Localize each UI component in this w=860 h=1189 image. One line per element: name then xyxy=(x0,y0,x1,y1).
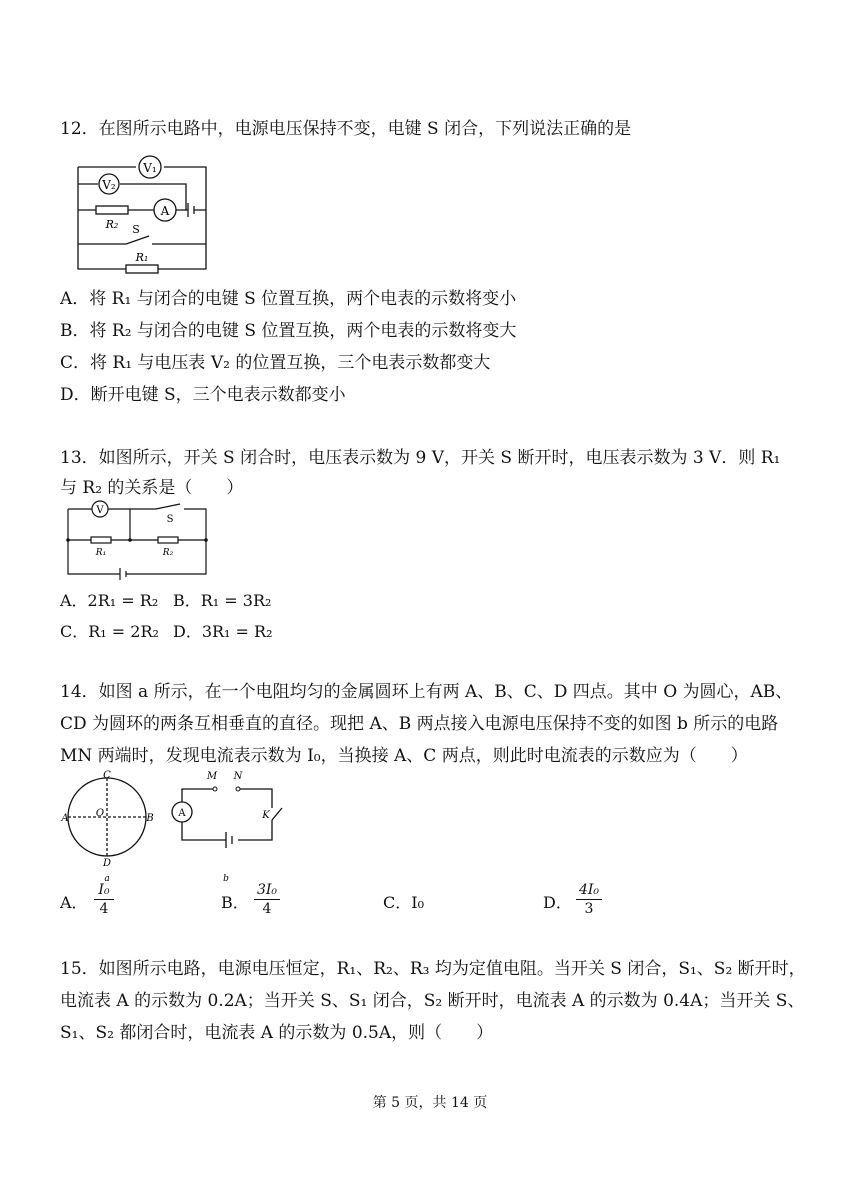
q12-r1-label: R₁ xyxy=(135,251,149,264)
q14-fig-a-caption: a xyxy=(104,874,110,884)
q14-option-d-fraction xyxy=(576,882,602,917)
q14-stem-line1: 14．如图 a 所示，在一个电阻均匀的金属圆环上有两 A、B、C、D 四点。其中 O 为圆心，AB、 xyxy=(60,682,793,702)
q14-option-a-fraction xyxy=(94,882,114,917)
q13-stem-line1: 13．如图所示，开关 S 闭合时，电压表示数为 9 V，开关 S 断开时，电压表示数为 3 V．则 R₁ xyxy=(60,448,781,468)
q13-circuit-diagram xyxy=(66,502,208,578)
q14-point-d-label: D xyxy=(102,858,112,869)
q13-option-a: A．2R₁ = R₂ xyxy=(60,591,159,610)
q13-option-b: B．R₁ = 3R₂ xyxy=(173,591,272,610)
q14-option-d-numerator: 4I₀ xyxy=(578,882,600,898)
q13-r1-label: R₁ xyxy=(95,548,107,558)
q14-option-b-denominator: 4 xyxy=(262,901,272,917)
q14-option-a-denominator: 4 xyxy=(99,901,109,917)
page-footer: 第 5 页，共 14 页 xyxy=(372,1095,488,1111)
q13-s-label: S xyxy=(166,514,174,525)
q14-figure-a-ring xyxy=(60,772,156,884)
q14-point-c-label: C xyxy=(103,770,111,781)
q14-figure-b-circuit xyxy=(160,770,290,884)
q15-line2: 电流表 A 的示数为 0.2A；当开关 S、S₁ 闭合，S₂ 断开时，电流表 A 的示数为 0.4A；当开关 S、 xyxy=(60,991,805,1011)
q12-stem: 12．在图所示电路中，电源电压保持不变，电键 S 闭合，下列说法正确的是 xyxy=(60,119,632,139)
q14-option-d-prefix: D． xyxy=(543,893,572,912)
q14-option-a-numerator: I₀ xyxy=(98,882,110,898)
q12-option-a: A．将 R₁ 与闭合的电键 S 位置互换，两个电表的示数将变小 xyxy=(60,289,517,309)
q12-r2-label: R₂ xyxy=(105,218,119,231)
q13-r2-label: R₂ xyxy=(162,548,174,558)
q15-line3: S₁、S₂ 都闭合时，电流表 A 的示数为 0.5A，则（ ） xyxy=(60,1023,494,1043)
q13-stem-line2: 与 R₂ 的关系是（ ） xyxy=(60,478,244,498)
q14-option-b-prefix: B． xyxy=(221,893,249,912)
q14-option-c: C．I₀ xyxy=(383,893,424,912)
q12-s-label: S xyxy=(132,223,140,236)
q14-m-label: M xyxy=(206,771,218,782)
q13-option-d: D．3R₁ = R₂ xyxy=(173,622,273,641)
q14-option-b-numerator: 3I₀ xyxy=(256,882,278,898)
q14-option-a-prefix: A． xyxy=(60,893,88,912)
q14-point-o-label: O xyxy=(95,808,105,819)
q14-n-label: N xyxy=(233,771,243,782)
q12-v2-label: V₂ xyxy=(102,178,116,192)
q14-point-a-label: A xyxy=(61,813,69,824)
q14-stem-line3: MN 两端时，发现电流表示数为 I₀，当换接 A、C 两点，则此时电流表的示数应为（ ） xyxy=(60,746,748,766)
q14-option-b-fraction xyxy=(254,882,280,917)
q14-point-b-label: B xyxy=(146,813,154,824)
q15-line1: 15．如图所示电路，电源电压恒定，R₁、R₂、R₃ 均为定值电阻。当开关 S 闭合，S₁、S₂ 断开时， xyxy=(60,959,806,979)
q14-ammeter-label: A xyxy=(178,808,186,819)
q13-option-c: C．R₁ = 2R₂ xyxy=(60,622,159,641)
q14-fig-b-caption: b xyxy=(223,874,229,884)
q12-v1-label: V₁ xyxy=(143,161,157,175)
q12-option-b: B．将 R₂ 与闭合的电键 S 位置互换，两个电表的示数将变大 xyxy=(60,321,517,341)
q14-k-label: K xyxy=(262,810,270,821)
q12-option-c: C．将 R₁ 与电压表 V₂ 的位置互换，三个电表示数都变大 xyxy=(60,353,491,373)
q12-option-d: D．断开电键 S，三个电表示数都变小 xyxy=(60,385,346,405)
q12-ammeter-label: A xyxy=(160,204,170,218)
q14-option-d-denominator: 3 xyxy=(584,901,594,917)
q13-v-label: V xyxy=(96,505,104,516)
q12-circuit-diagram xyxy=(76,153,211,271)
q14-stem-line2: CD 为圆环的两条互相垂直的直径。现把 A、B 两点接入电源电压保持不变的如图 b 所示的电路 xyxy=(60,714,779,734)
